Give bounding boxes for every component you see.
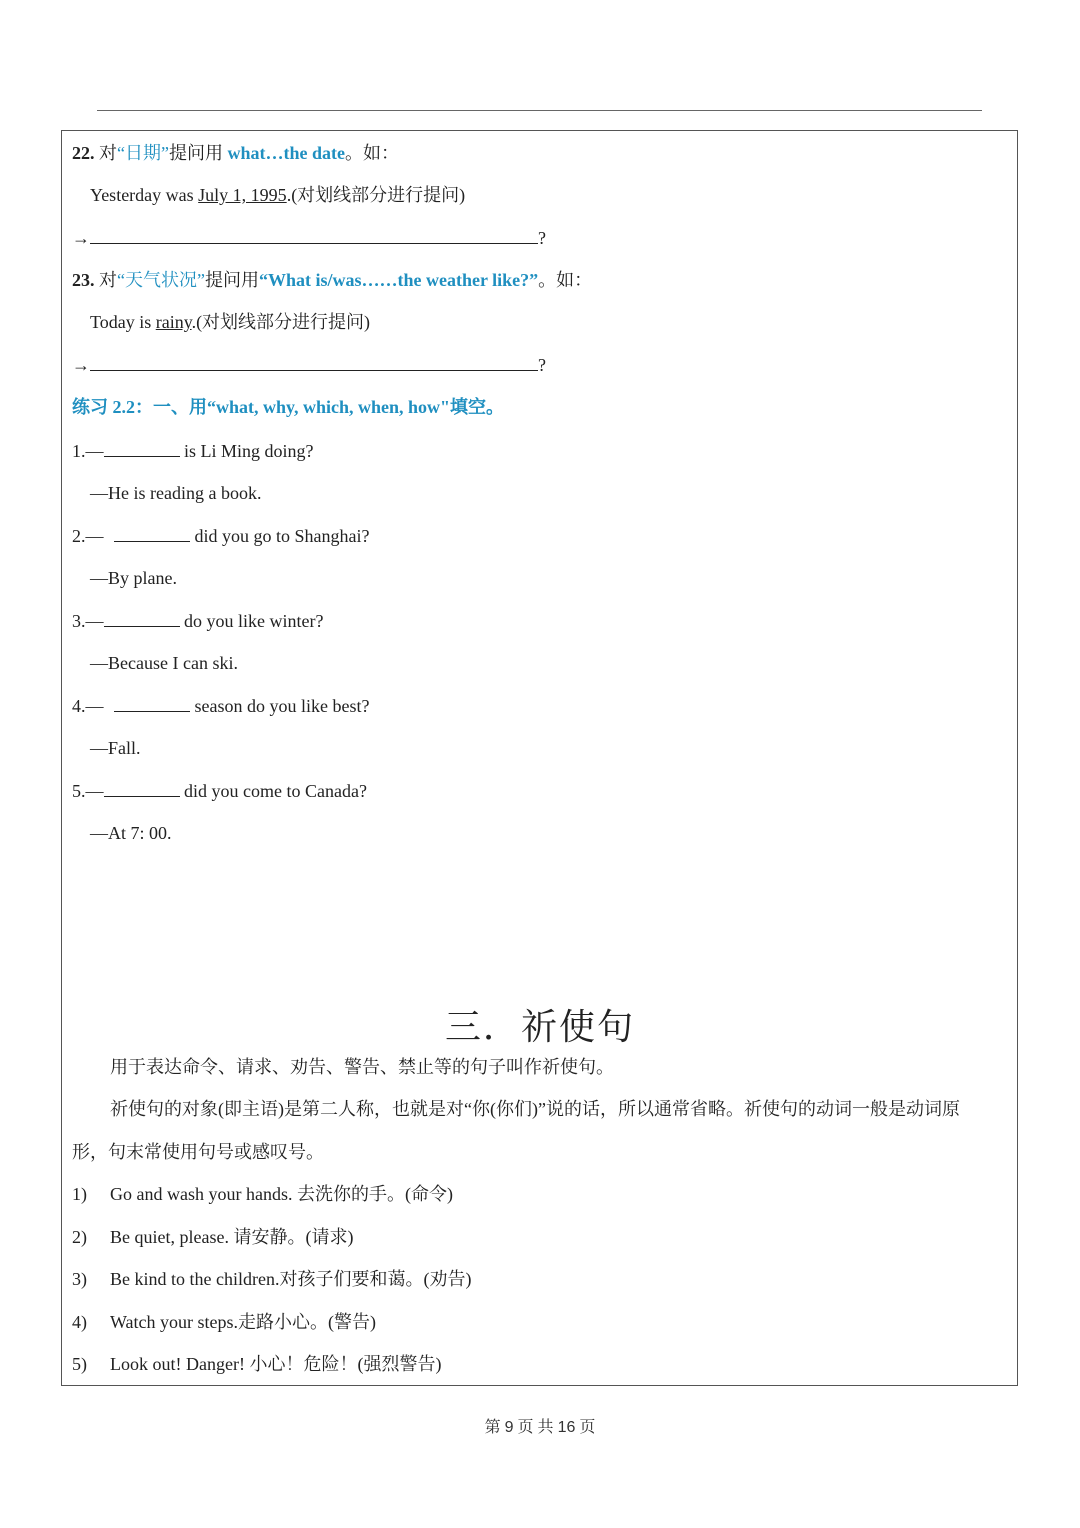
question-prefix: 2.— [72,526,108,546]
exercise-question-3 [72,608,323,633]
item-23-pre: 对 [99,270,117,290]
example-text: Be kind to the children.对孩子们要和蔼。(劝告) [110,1269,472,1289]
section-paragraph-2-line-2: 形，句末常使用句号或感叹号。 [72,1142,324,1162]
exercise-answer-4: —Fall. [90,738,141,758]
exercise-answer-3: —Because I can ski. [90,653,238,673]
arrow-icon: → [72,355,90,375]
question-mark: ? [538,228,546,248]
question-prefix: 1.— [72,441,104,461]
question-text: is Li Ming doing? [179,441,314,461]
item-22-mid: 提问用 [168,143,228,163]
example-number: 1) [72,1184,87,1204]
exercise-title: 练习 2.2：一、用“what, why, which, when, how"填空。 [72,397,505,417]
example-1 [72,1182,453,1206]
question-prefix: 5.— [72,781,104,801]
section-paragraph-1: 用于表达命令、请求、劝告、警告、禁止等的句子叫作祈使句。 [110,1057,614,1077]
item-23-mid: 提问用 [204,270,259,290]
item-23-post: 。如： [538,270,593,290]
item-22-post: 。如： [344,143,399,163]
item-22-answer-row [72,226,546,250]
footer-text: 第 [484,1419,501,1436]
example-number: 4) [72,1312,87,1332]
exercise-question-5 [72,778,367,803]
exercise-answer-5: —At 7: 00. [90,823,172,843]
item-23-answer-row [72,353,546,377]
fill-blank[interactable] [104,438,180,457]
item-23-example-underlined: rainy [155,312,192,332]
example-text: Go and wash your hands. 去洗你的手。(命令) [110,1184,453,1204]
section-paragraph-2-line-1: 祈使句的对象(即主语)是第二人称，也就是对“你(你们)”说的话，所以通常省略。祈使句的动词一般是动词原 [110,1099,960,1119]
item-22-example-pre: Yesterday was [90,185,199,205]
example-text: Be quiet, please. 请安静。(请求) [110,1227,354,1247]
example-2 [72,1225,353,1249]
item-23-topic: “天气状况” [117,270,205,290]
example-4 [72,1310,376,1334]
item-23-phrase: “What is/was……the weather like?” [258,270,539,290]
exercise-answer-2: —By plane. [90,568,177,588]
item-22-example [90,183,465,207]
total-pages: 16 [557,1419,576,1436]
exercise-question-4 [72,693,369,718]
item-23-example [90,310,370,334]
item-23-number: 23. [72,270,95,290]
fill-blank[interactable] [114,693,190,712]
item-22-example-post: .(对划线部分进行提问) [286,185,466,205]
exercise-question-2 [72,523,369,548]
exercise-answer-1: —He is reading a book. [90,483,262,503]
example-text: Watch your steps.走路小心。(警告) [110,1312,377,1332]
example-number: 5) [72,1354,87,1374]
question-prefix: 3.— [72,611,104,631]
page-footer [0,1414,1080,1437]
header-rule [97,110,982,111]
fill-blank[interactable] [114,523,190,542]
item-23-example-post: .(对划线部分进行提问) [191,312,371,332]
page-number: 9 [504,1419,514,1436]
item-23-example-pre: Today is [90,312,156,332]
example-number: 2) [72,1227,87,1247]
item-22-heading [72,141,399,165]
question-text: season do you like best? [190,696,370,716]
answer-line[interactable] [90,354,538,371]
example-text: Look out! Danger! 小心！危险！(强烈警告) [110,1354,442,1374]
footer-text: 页 共 [517,1419,554,1436]
item-23-heading [72,268,592,292]
example-3 [72,1267,471,1291]
section-title: 三．祈使句 [444,1007,635,1047]
question-mark: ? [538,355,546,375]
item-22-pre: 对 [99,143,117,163]
question-text: did you go to Shanghai? [190,526,370,546]
item-22-example-underlined: July 1, 1995 [198,185,287,205]
fill-blank[interactable] [104,608,180,627]
question-text: do you like winter? [179,611,324,631]
example-number: 3) [72,1269,87,1289]
item-22-phrase: what…the date [227,143,345,163]
exercise-question-1 [72,438,314,463]
fill-blank[interactable] [104,778,180,797]
arrow-icon: → [72,228,90,248]
question-text: did you come to Canada? [179,781,367,801]
example-5 [72,1352,441,1376]
item-22-topic: “日期” [117,143,169,163]
item-22-number: 22. [72,143,95,163]
answer-line[interactable] [90,227,538,244]
footer-text: 页 [579,1419,596,1436]
question-prefix: 4.— [72,696,108,716]
